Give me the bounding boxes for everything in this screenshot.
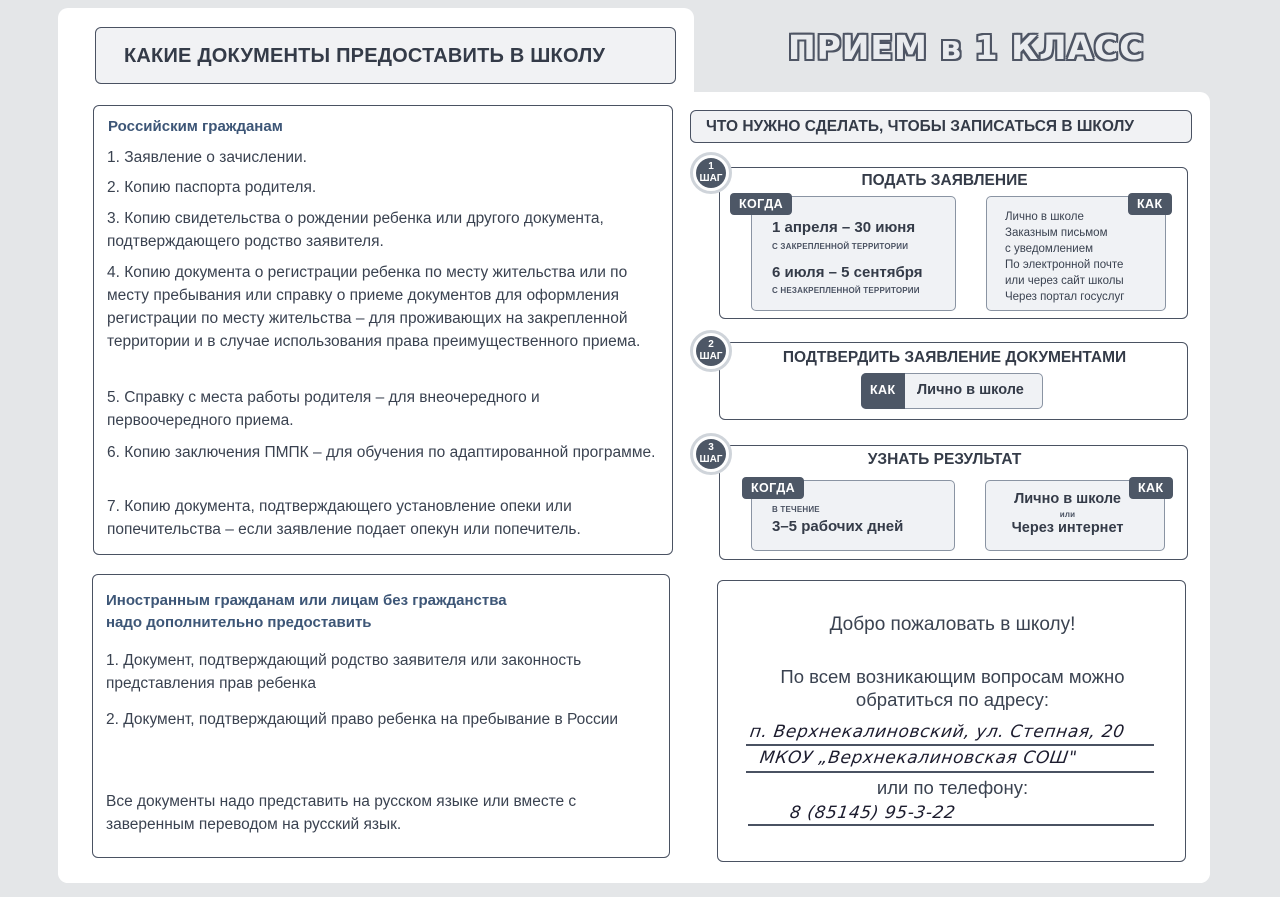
- welcome-greeting: Добро пожаловать в школу!: [829, 614, 1076, 635]
- document-item: 5. Справку с места работы родителя – для внеочередного и первоочередного приема.: [107, 389, 540, 429]
- step-3-how-tag: КАК: [1129, 477, 1173, 499]
- document-item: 2. Копию паспорта родителя.: [107, 179, 317, 196]
- school-line: [746, 771, 1154, 773]
- step-3-how-or: или: [1059, 510, 1076, 519]
- step-1-title: ПОДАТЬ ЗАЯВЛЕНИЕ: [861, 172, 1028, 189]
- documents-title: КАКИЕ ДОКУМЕНТЫ ПРЕДОСТАВИТЬ В ШКОЛУ: [124, 45, 606, 67]
- steps-header-box: [690, 110, 1192, 143]
- step-2-number: 2: [708, 339, 714, 350]
- step-1-method: Лично в школе: [1005, 211, 1084, 223]
- step-3-number: 3: [708, 442, 714, 453]
- foreign-citizens-title-line2: надо дополнительно предоставить: [106, 614, 372, 631]
- document-item: 1. Заявление о зачислении.: [107, 149, 307, 166]
- step-2-badge: [690, 330, 732, 372]
- step-1-method: Через портал госуслуг: [1005, 291, 1125, 303]
- step-2-how-value: Лично в школе: [917, 382, 1024, 398]
- document-item: 7. Копию документа, подтверждающего установление опеки или попечительства – если заявление подает опекун или попечитель.: [107, 498, 581, 538]
- step-1-box: [719, 167, 1188, 319]
- step-1-number: 1: [708, 161, 714, 172]
- step-1-method: с уведомлением: [1005, 243, 1094, 255]
- step-3-how-line1: Лично в школе: [1014, 491, 1121, 507]
- welcome-line-3: или по телефону:: [876, 777, 1029, 798]
- step-1-method: По электронной почте: [1005, 259, 1124, 271]
- step-1-date-1-note: С ЗАКРЕПЛЕННОЙ ТЕРРИТОРИИ: [772, 242, 909, 251]
- handwritten-address: п. Верхнекалиновский, ул. Степная, 20: [748, 722, 1127, 742]
- step-1-how-tag: КАК: [1128, 193, 1172, 215]
- step-3-when-tag: КОГДА: [742, 477, 804, 499]
- phone-line: [748, 824, 1154, 826]
- step-1-date-2-note: С НЕЗАКРЕПЛЕННОЙ ТЕРРИТОРИИ: [772, 286, 920, 295]
- step-1-when-tag: КОГДА: [730, 193, 792, 215]
- step-1-badge: [690, 152, 732, 194]
- step-3-badge: [690, 433, 732, 475]
- step-3-when-value: 3–5 рабочих дней: [772, 518, 904, 535]
- step-3-title: УЗНАТЬ РЕЗУЛЬТАТ: [867, 451, 1022, 468]
- step-2-word: ШАГ: [699, 351, 723, 362]
- step-1-method: или через сайт школы: [1005, 275, 1124, 287]
- document-item: 4. Копию документа о регистрации ребенка по месту жительства или по месту пребывания или справку о приеме документов для оформления регистрации по месту жительства – для проживающих на закрепленной территории и в случае использования права преимущественного приема.: [107, 264, 641, 350]
- russian-citizens-title: Российским гражданам: [108, 118, 283, 135]
- step-2-how-tag: КАК: [861, 373, 905, 409]
- welcome-line-2: обратиться по адресу:: [855, 689, 1050, 710]
- steps-header: ЧТО НУЖНО СДЕЛАТЬ, ЧТОБЫ ЗАПИСАТЬСЯ В ШКОЛУ: [706, 118, 1135, 135]
- step-3-how-line2: Через интернет: [1011, 520, 1124, 536]
- foreign-citizens-section: [92, 574, 670, 858]
- document-item: 2. Документ, подтверждающий право ребенка на пребывание в России: [106, 711, 619, 728]
- step-3-word: ШАГ: [699, 454, 723, 465]
- documents-title-box: [95, 27, 676, 84]
- language-note: Все документы надо представить на русском языке или вместе с заверенным переводом на русский язык.: [106, 793, 577, 833]
- address-line: [746, 744, 1154, 746]
- document-item: 3. Копию свидетельства о рождении ребенка или другого документа, подтверждающего родство заявителя.: [107, 210, 604, 250]
- step-1-date-1: 1 апреля – 30 июня: [772, 219, 916, 236]
- step-1-word: ШАГ: [699, 173, 723, 184]
- admission-title: ПРИЕМ в 1 КЛАСС: [788, 28, 1145, 67]
- welcome-line-1: По всем возникающим вопросам можно: [780, 666, 1125, 687]
- handwritten-school: МКОУ „Верхнекалиновская СОШ": [758, 748, 1079, 768]
- welcome-section: [717, 580, 1186, 862]
- russian-citizens-section: [93, 105, 673, 555]
- step-1-method: Заказным письмом: [1005, 227, 1108, 239]
- step-2-title: ПОДТВЕРДИТЬ ЗАЯВЛЕНИЕ ДОКУМЕНТАМИ: [782, 349, 1127, 366]
- document-item: 6. Копию заключения ПМПК – для обучения по адаптированной программе.: [107, 444, 656, 461]
- step-2-box: [719, 342, 1188, 420]
- handwritten-phone: 8 (85145) 95-3-22: [788, 803, 957, 823]
- step-3-box: [719, 445, 1188, 560]
- step-1-date-2: 6 июля – 5 сентября: [772, 264, 923, 281]
- foreign-citizens-title-line1: Иностранным гражданам или лицам без гражданства: [106, 592, 507, 609]
- step-3-when-small: В ТЕЧЕНИЕ: [772, 505, 820, 514]
- document-item: 1. Документ, подтверждающий родство заявителя или законность представления прав ребенка: [106, 652, 582, 692]
